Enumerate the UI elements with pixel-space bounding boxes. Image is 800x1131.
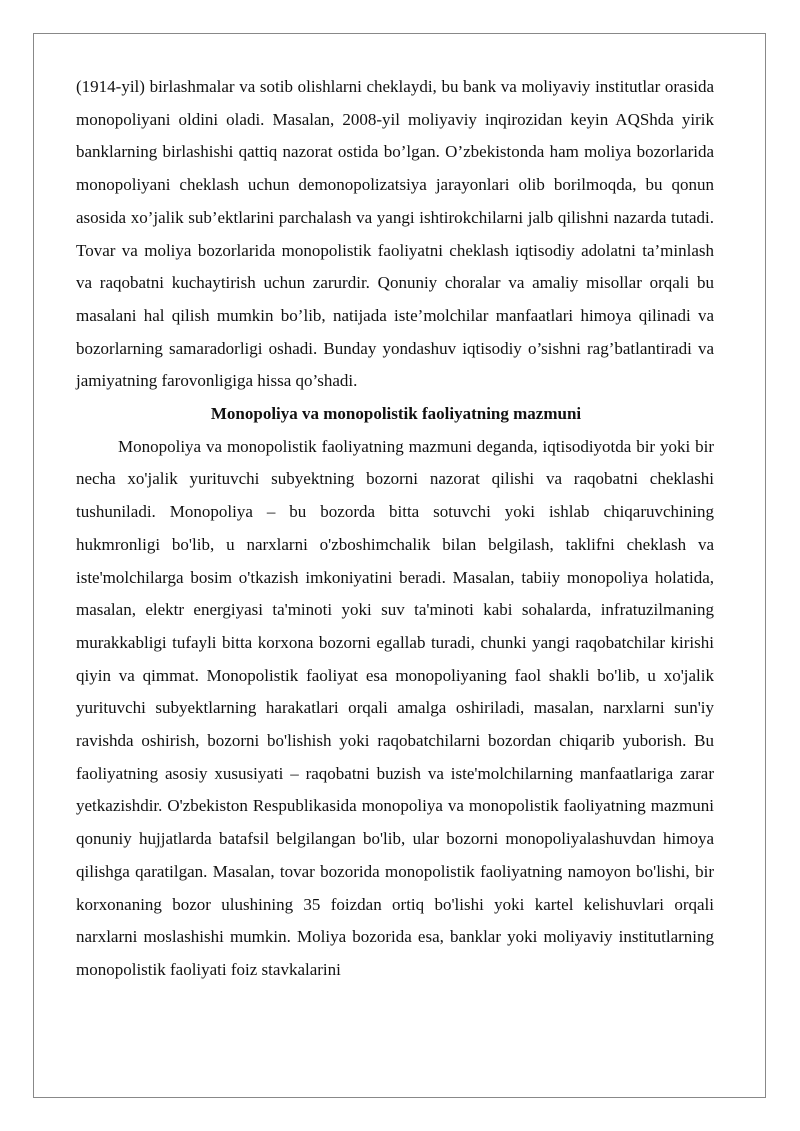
- document-body: [76, 71, 714, 987]
- section-heading: Monopoliya va monopolistik faoliyatning mazmuni: [210, 404, 582, 424]
- paragraph-continuation: (1914-yil) birlashmalar va sotib olishlarni cheklaydi, bu bank va moliyaviy institutlar orasida monopoliyani oldini oladi. Masalan, 2008-yil moliyaviy inqirozidan keyin AQShda yirik banklarning birlashishi qattiq nazorat ostida bo’lgan. O’zbekistonda ham moliya bozorlarida monopoliyani cheklash uchun demonopolizatsiya jarayonlari olib borilmoqda, bu qonun asosida xo’jalik sub’ektlarini parchalash va yangi ishtirokchilarni jalb qilishni nazarda tutadi. Tovar va moliya bozorlarida monopolistik faoliyatni cheklash iqtisodiy adolatni ta’minlash va raqobatni kuchaytirish uchun zarurdir. Qonuniy choralar va amaliy misollar orqali bu masalani hal qilish mumkin bo’lib, natijada iste’molchilar manfaatlari himoya qilinadi va bozorlarning samaradorligi oshadi. Bunday yondashuv iqtisodiy o’sishni rag’batlantiradi va jamiyatning farovonligiga hissa qo’shadi.: [76, 77, 714, 391]
- paragraph-main: Monopoliya va monopolistik faoliyatning mazmuni deganda, iqtisodiyotda bir yoki bir necha xo'jalik yurituvchi subyektning bozorni nazorat qilishi va raqobatni cheklashi tushuniladi. Monopoliya – bu bozorda bitta sotuvchi yoki ishlab chiqaruvchining hukmronligi bo'lib, u narxlarni o'zboshimchalik bilan belgilash, taklifni cheklash va iste'molchilarga bosim o'tkazish imkoniyatini beradi. Masalan, tabiiy monopoliya holatida, masalan, elektr energiyasi ta'minoti yoki suv ta'minoti kabi sohalarda, infratuzilmaning murakkabligi tufayli bitta korxona bozorni egallab turadi, chunki yangi raqobatchilar kirishi qiyin va qimmat. Monopolistik faoliyat esa monopoliyaning faol shakli bo'lib, u xo'jalik yurituvchi subyektlarning harakatlari orqali amalga oshiriladi, masalan, narxlarni sun'iy ravishda oshirish, bozorni bo'lishish yoki raqobatchilarni bozordan chiqarib yuborish. Bu faoliyatning asosiy xususiyati – raqobatni buzish va iste'molchilarning manfaatlariga zarar yetkazishdir. O'zbekiston Respublikasida monopoliya va monopolistik faoliyatning mazmuni qonuniy hujjatlarda batafsil belgilangan bo'lib, ular bozorni monopoliyalashuvdan himoya qilishga qaratilgan. Masalan, tovar bozorida monopolistik faoliyatning namoyon bo'lishi, bir korxonaning bozor ulushining 35 foizdan ortiq bo'lishi yoki kartel kelishuvlari orqali narxlarni moslashishi mumkin. Moliya bozorida esa, banklar yoki moliyaviy institutlarning monopolistik faoliyati foiz stavkalarini: [76, 436, 714, 979]
